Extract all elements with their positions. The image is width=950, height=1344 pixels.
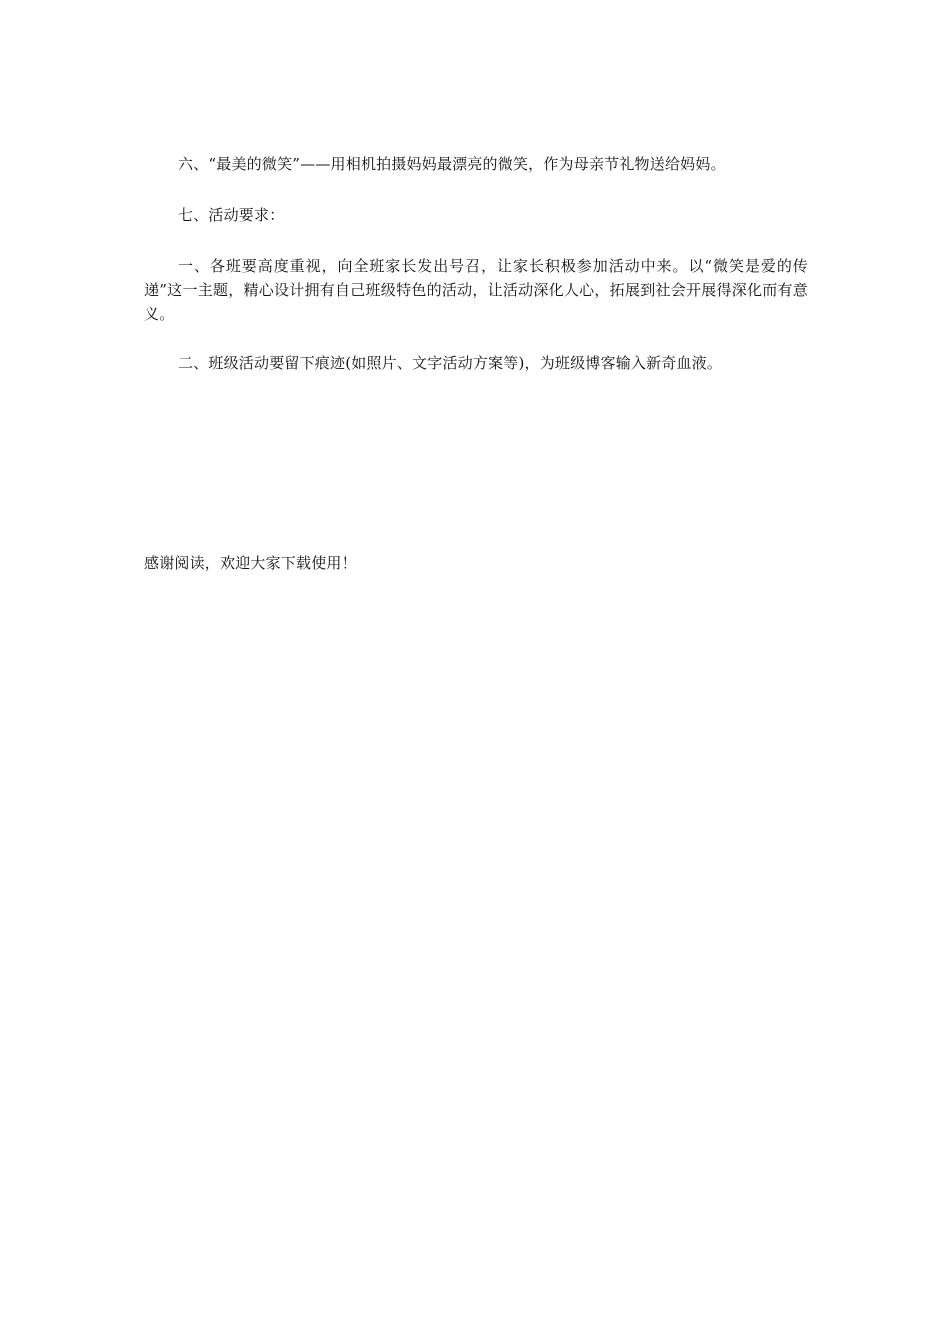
closing-text: 感谢阅读，欢迎大家下载使用！ xyxy=(144,554,357,572)
paragraph-seven-heading xyxy=(144,203,808,227)
paragraph-text: 六、“最美的微笑”——用相机拍摄妈妈最漂亮的微笑，作为母亲节礼物送给妈妈。 xyxy=(178,155,726,173)
paragraph-text: 一、各班要高度重视，向全班家长发出号召，让家长积极参加活动中来。以“微笑是爱的传递”这一主题，精心设计拥有自己班级特色的活动，让活动深化人心，拓展到社会开展得深化而有意义。 xyxy=(144,257,808,323)
requirement-two xyxy=(144,351,808,375)
paragraph-text: 二、班级活动要留下痕迹(如照片、文字活动方案等)，为班级博客输入新奇血液。 xyxy=(178,354,723,372)
paragraph-text: 七、活动要求： xyxy=(178,206,285,224)
paragraph-six xyxy=(144,152,808,176)
requirement-one xyxy=(144,254,808,326)
closing-note xyxy=(144,551,808,575)
